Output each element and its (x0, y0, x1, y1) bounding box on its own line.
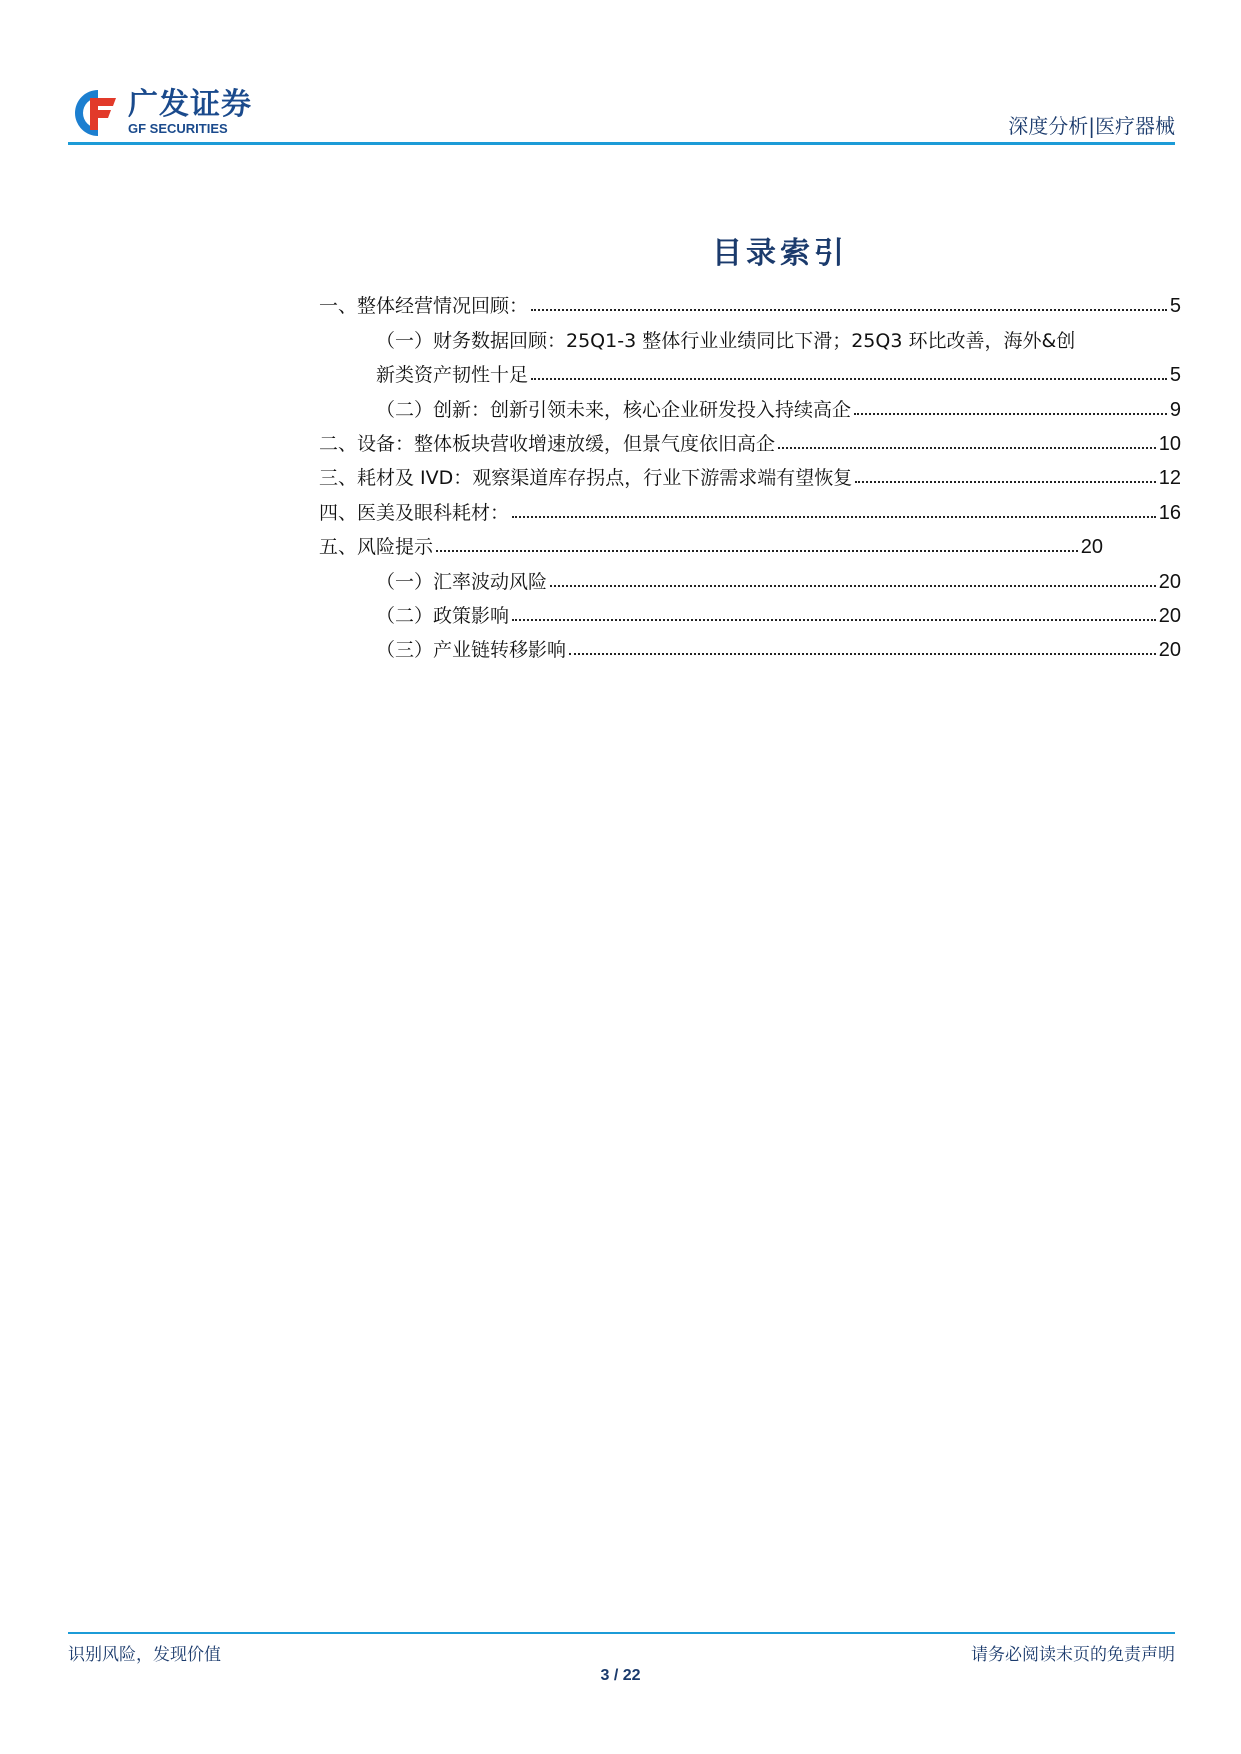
toc-entry[interactable] (319, 594, 1181, 628)
toc-page: 20 (1158, 570, 1181, 593)
page-number: 3 / 22 (600, 1667, 641, 1684)
toc-entry[interactable] (319, 353, 1181, 387)
toc-leader (531, 309, 1167, 311)
toc-page: 20 (1158, 604, 1181, 627)
toc-label: （三）产业链转移影响 (376, 639, 567, 662)
toc-page: 10 (1158, 432, 1181, 455)
toc-entry[interactable] (319, 490, 1181, 524)
table-of-contents (319, 284, 1181, 662)
footer-divider (68, 1632, 1175, 1634)
toc-label: 四、医美及眼科耗材： (319, 501, 510, 524)
toc-label: 三、耗材及 IVD：观察渠道库存拐点，行业下游需求端有望恢复 (319, 467, 853, 490)
footer-disclaimer-note: 请务必阅读末页的免责声明 (971, 1645, 1175, 1665)
toc-label-line1[interactable]: （一）财务数据回顾：25Q1-3 整体行业业绩同比下滑；25Q3 环比改善，海外&创 (376, 329, 1076, 352)
toc-entry[interactable] (319, 422, 1181, 456)
toc-label: （一）汇率波动风险 (376, 570, 548, 593)
toc-leader (512, 516, 1156, 518)
logo-english-name: GF SECURITIES (128, 121, 228, 136)
header-divider (68, 142, 1175, 145)
toc-label: （二）创新：创新引领未来，核心企业研发投入持续高企 (376, 398, 852, 421)
toc-leader (854, 413, 1167, 415)
toc-label: 一、整体经营情况回顾： (319, 295, 529, 318)
toc-page: 5 (1169, 364, 1181, 387)
page-title: 目录索引 (712, 236, 848, 271)
toc-leader (569, 653, 1156, 655)
toc-page: 20 (1158, 639, 1181, 662)
toc-entry[interactable] (319, 559, 1181, 593)
logo-chinese-name: 广发证券 (128, 87, 252, 122)
toc-leader (436, 550, 1078, 552)
toc-leader (778, 447, 1156, 449)
toc-label: 二、设备：整体板块营收增速放缓，但景气度依旧高企 (319, 432, 776, 455)
toc-leader (855, 481, 1155, 483)
toc-page: 5 (1169, 295, 1181, 318)
toc-page: 20 (1080, 536, 1103, 559)
toc-leader (550, 585, 1156, 587)
toc-page: 16 (1158, 501, 1181, 524)
toc-leader (512, 619, 1156, 621)
toc-entry[interactable] (319, 456, 1181, 490)
footer-slogan: 识别风险，发现价值 (68, 1645, 221, 1665)
company-logo (68, 86, 252, 140)
toc-page: 9 (1169, 398, 1181, 421)
toc-label: 新类资产韧性十足 (376, 364, 529, 387)
toc-entry[interactable] (319, 525, 1103, 559)
toc-entry[interactable] (319, 284, 1181, 318)
toc-label: 五、风险提示 (319, 536, 434, 559)
toc-entry[interactable] (319, 387, 1181, 421)
toc-leader (531, 378, 1167, 380)
toc-entry[interactable] (319, 628, 1181, 662)
toc-label: （二）政策影响 (376, 604, 510, 627)
report-category: 深度分析|医疗器械 (1008, 114, 1175, 138)
toc-page: 12 (1158, 467, 1181, 490)
gf-logo-icon (68, 86, 122, 140)
